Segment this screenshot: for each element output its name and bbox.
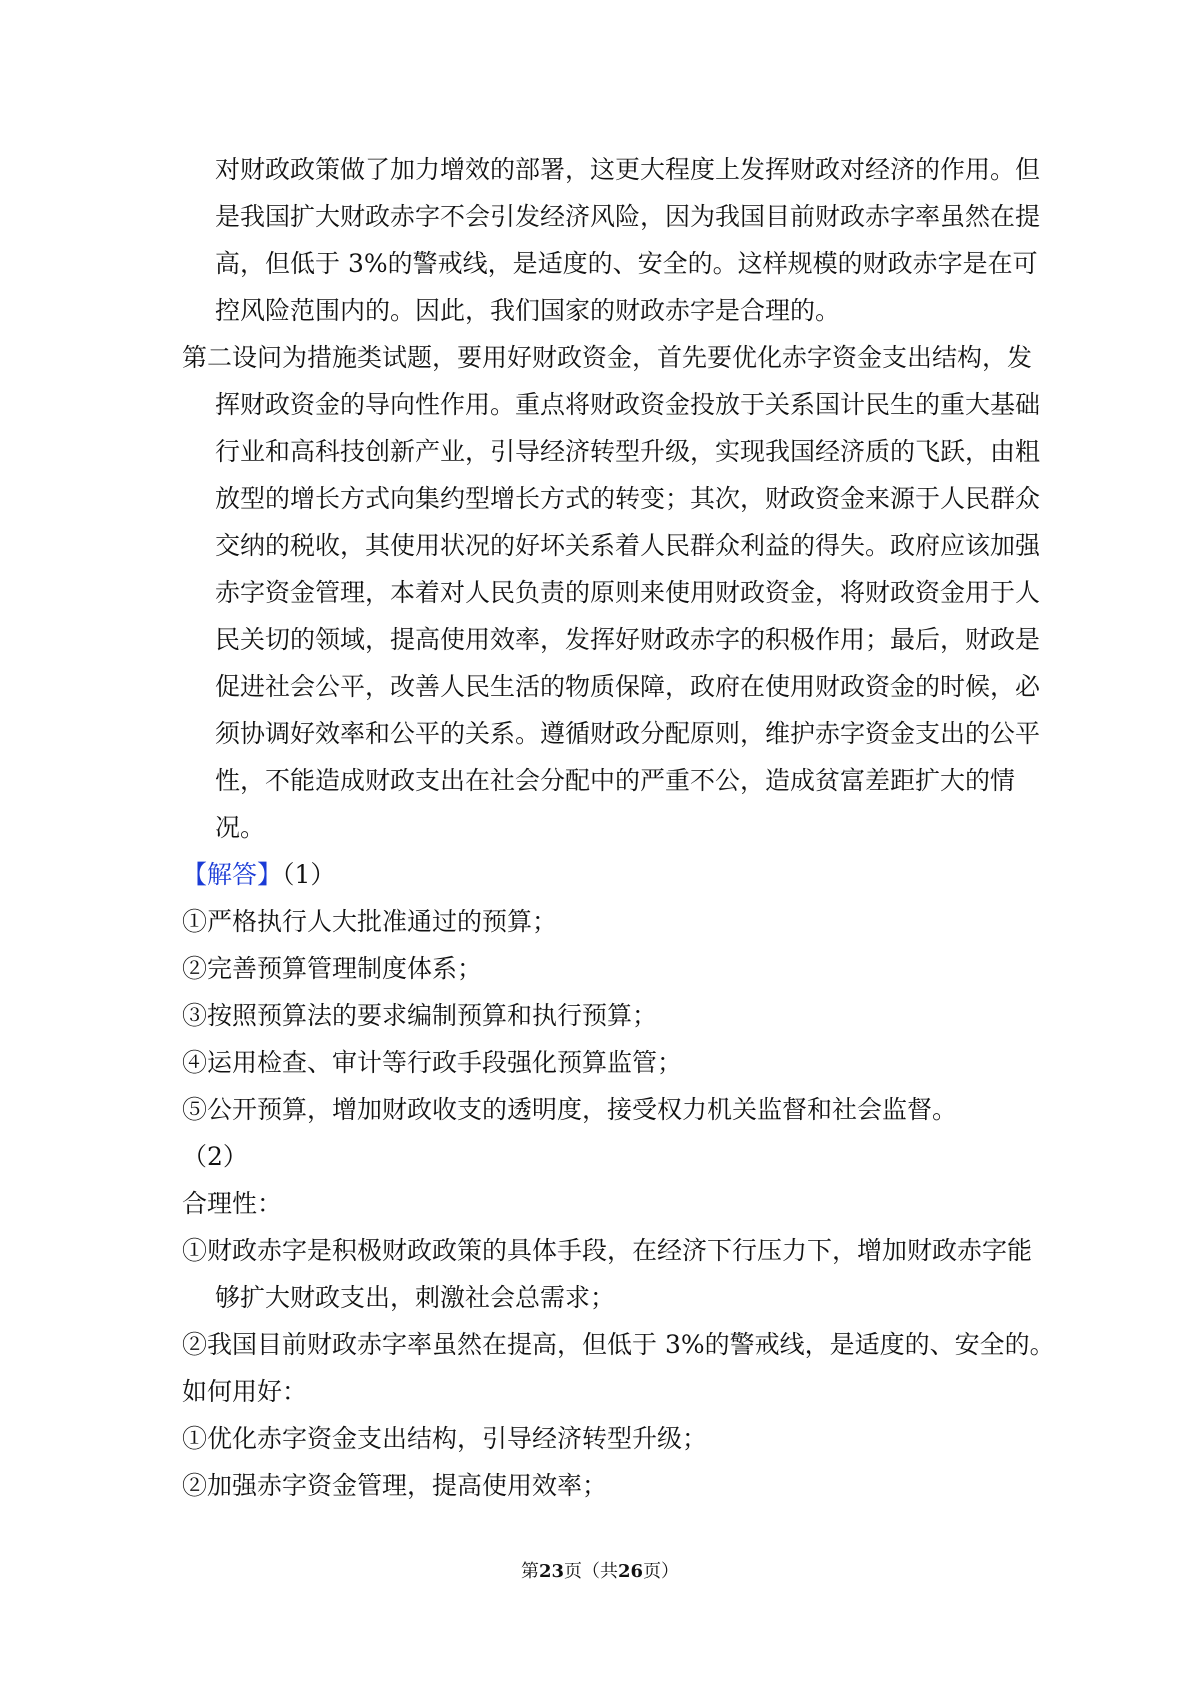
document-body <box>182 146 1055 1509</box>
answer-item: ①严格执行人大批准通过的预算； <box>182 907 558 936</box>
paragraph-line: 行业和高科技创新产业，引导经济转型升级，实现我国经济质的飞跃，由粗 <box>215 437 1041 466</box>
paragraph-line: 性，不能造成财政支出在社会分配中的严重不公，造成贫富差距扩大的情 <box>215 766 1016 795</box>
paragraph-line: 挥财政资金的导向性作用。重点将财政资金投放于关系国计民生的重大基础 <box>215 390 1041 419</box>
paragraph-line: 况。 <box>215 813 266 842</box>
answer-item: ③按照预算法的要求编制预算和执行预算； <box>182 1001 658 1030</box>
total-pages: 26 <box>618 1561 644 1582</box>
answer-item: ①优化赤字资金支出结构，引导经济转型升级； <box>182 1424 708 1453</box>
paragraph-line: 放型的增长方式向集约型增长方式的转变；其次，财政资金来源于人民群众 <box>215 484 1041 513</box>
paragraph-line: 促进社会公平，改善人民生活的物质保障，政府在使用财政资金的时候，必 <box>215 672 1041 701</box>
paragraph-line: 赤字资金管理，本着对人民负责的原则来使用财政资金，将财政资金用于人 <box>215 578 1041 607</box>
paragraph-line: 交纳的税收，其使用状况的好坏关系着人民群众利益的得失。政府应该加强 <box>215 531 1041 560</box>
answer-item: ⑤公开预算，增加财政收支的透明度，接受权力机关监督和社会监督。 <box>182 1095 958 1124</box>
answer-item: ②我国目前财政赤字率虽然在提高，但低于 3%的警戒线，是适度的、安全的。 <box>182 1330 1055 1359</box>
paragraph-line: 控风险范围内的。因此，我们国家的财政赤字是合理的。 <box>215 296 841 325</box>
paragraph-line: 高，但低于 3%的警戒线，是适度的、安全的。这样规模的财政赤字是在可 <box>215 249 1038 278</box>
section-heading: 如何用好： <box>182 1377 308 1406</box>
part-number: （1） <box>282 860 336 889</box>
answer-item: ①财政赤字是积极财政政策的具体手段，在经济下行压力下，增加财政赤字能 <box>182 1236 1033 1265</box>
answer-label: 【解答】 <box>182 860 283 889</box>
part-number: （2） <box>182 1142 248 1171</box>
answer-item-continuation: 够扩大财政支出，刺激社会总需求； <box>215 1283 616 1312</box>
paragraph-line: 须协调好效率和公平的关系。遵循财政分配原则，维护赤字资金支出的公平 <box>215 719 1041 748</box>
answer-heading-line <box>182 851 1024 898</box>
answer-item: ②完善预算管理制度体系； <box>182 954 483 983</box>
answer-item: ④运用检查、审计等行政手段强化预算监管； <box>182 1048 683 1077</box>
page-number: 23 <box>538 1561 564 1582</box>
answer-item: ②加强赤字资金管理，提高使用效率； <box>182 1471 608 1500</box>
footer-suffix: 页） <box>643 1561 680 1582</box>
paragraph-line: 对财政政策做了加力增效的部署，这更大程度上发挥财政对经济的作用。但 <box>215 155 1041 184</box>
paragraph-line: 民关切的领域，提高使用效率，发挥好财政赤字的积极作用；最后，财政是 <box>215 625 1041 654</box>
paragraph-line: 第二设问为措施类试题，要用好财政资金，首先要优化赤字资金支出结构，发 <box>182 343 1033 372</box>
footer-prefix: 第 <box>520 1561 539 1582</box>
page-footer <box>0 1557 1200 1583</box>
footer-middle: 页（共 <box>564 1561 618 1582</box>
section-heading: 合理性： <box>182 1189 283 1218</box>
paragraph-line: 是我国扩大财政赤字不会引发经济风险，因为我国目前财政赤字率虽然在提 <box>215 202 1041 231</box>
